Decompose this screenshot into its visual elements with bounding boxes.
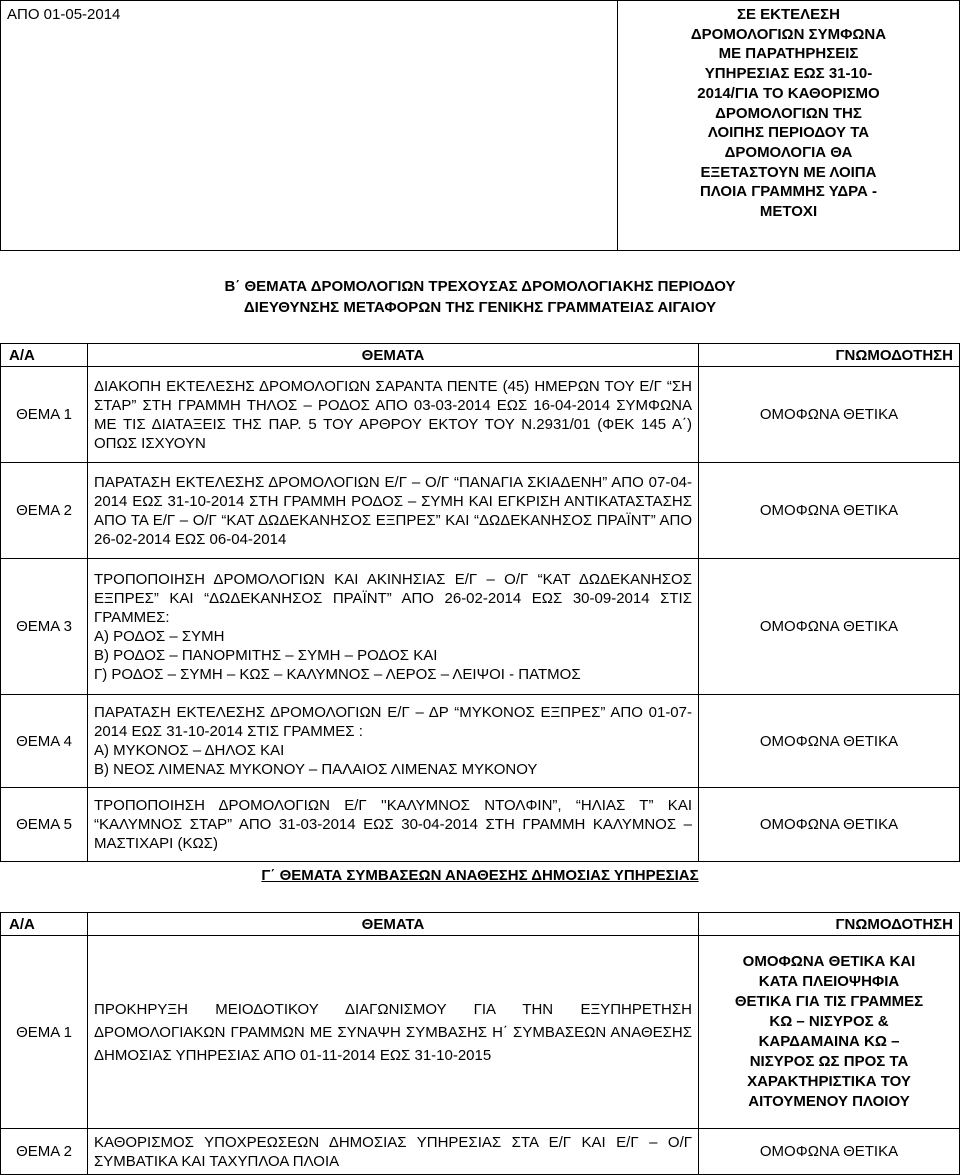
row-text-line: Β) ΝΕΟΣ ΛΙΜΕΝΑΣ ΜΥΚΟΝΟΥ – ΠΑΛΑΙΟΣ ΛΙΜΕΝΑΣ ΜΥΚΟΝΟΥ (94, 761, 538, 778)
row-opinion: ΟΜΟΦΩΝΑ ΘΕΤΙΚΑ (699, 1129, 960, 1175)
row-text: ΚΑΘΟΡΙΣΜΟΣ ΥΠΟΧΡΕΩΣΕΩΝ ΔΗΜΟΣΙΑΣ ΥΠΗΡΕΣΙΑΣ ΣΤΑ Ε/Γ ΚΑΙ Ε/Γ – Ο/Γ ΣΥΜΒΑΤΙΚΑ ΚΑΙ ΤΑΧΥΠΛΟΑ ΠΛΟΙΑ (88, 1129, 699, 1175)
row-text (88, 559, 699, 695)
status-line: ΛΟΙΠΗΣ ΠΕΡΙΟΔΟΥ ΤΑ (707, 124, 870, 142)
status-line: ΔΡΟΜΟΛΟΓΙΩΝ ΤΗΣ (715, 104, 862, 122)
section-b-table (0, 343, 960, 862)
section-c-title-text: Γ΄ ΘΕΜΑΤΑ ΣΥΜΒΑΣΕΩΝ ΑΝΑΘΕΣΗΣ ΔΗΜΟΣΙΑΣ ΥΠΗΡΕΣΙΑΣ (261, 867, 699, 884)
opinion-line: ΑΙΤΟΥΜΕΝΟΥ ΠΛΟΙΟΥ (748, 1093, 910, 1110)
section-b-title-line1: Β΄ ΘΕΜΑΤΑ ΔΡΟΜΟΛΟΓΙΩΝ ΤΡΕΧΟΥΣΑΣ ΔΡΟΜΟΛΟΓΙΑΚΗΣ ΠΕΡΙΟΔΟΥ (224, 278, 736, 295)
table-row (1, 1129, 960, 1175)
status-line: ΕΞΕΤΑΣΤΟΥΝ ΜΕ ΛΟΙΠΑ (700, 163, 877, 181)
table-row (1, 367, 960, 463)
row-text-line: Γ) ΡΟΔΟΣ – ΣΥΜΗ – ΚΩΣ – ΚΑΛΥΜΝΟΣ – ΛΕΡΟΣ – ΛΕΙΨΟΙ - ΠΑΤΜΟΣ (94, 665, 581, 683)
column-header-aa: Α/Α (1, 344, 88, 367)
section-c-table (0, 912, 960, 1175)
row-opinion (699, 936, 960, 1129)
row-opinion: ΟΜΟΦΩΝΑ ΘΕΤΙΚΑ (699, 367, 960, 463)
row-id: ΘΕΜΑ 2 (1, 1129, 88, 1175)
row-id: ΘΕΜΑ 1 (1, 936, 88, 1129)
status-line: 2014/ΓΙΑ ΤΟ ΚΑΘΟΡΙΣΜΟ (697, 84, 880, 102)
opinion-line: ΚΑΤΑ ΠΛΕΙΟΨΗΦΙΑ (758, 973, 900, 990)
status-line: ΠΛΟΙΑ ΓΡΑΜΜΗΣ ΥΔΡΑ - (699, 183, 878, 201)
table-row (1, 559, 960, 695)
row-text: ΠΑΡΑΤΑΣΗ ΕΚΤΕΛΕΣΗΣ ΔΡΟΜΟΛΟΓΙΩΝ Ε/Γ – Ο/Γ “ΠΑΝΑΓΙΑ ΣΚΙΑΔΕΝΗ” ΑΠΟ 07-04-2014 ΕΩΣ 31-10-2014 ΣΤΗ ΓΡΑΜΜΗ ΡΟΔΟΣ – ΣΥΜΗ ΚΑΙ ΕΓΚΡΙΣΗ ΑΝΤΙΚΑΤΑΣΤΑΣΗΣ ΑΠΟ ΤΑ Ε/Γ – Ο/Γ “ΚΑΤ ΔΩΔΕΚΑΝΗΣΟΣ ΕΞΠΡΕΣ” ΚΑΙ “ΔΩΔΕΚΑΝΗΣΟΣ ΠΡΑΪΝΤ” ΑΠΟ 26-02-2014 ΕΩΣ 06-04-2014 (88, 463, 699, 559)
row-id: ΘΕΜΑ 4 (1, 695, 88, 788)
column-header-opinion: ΓΝΩΜΟΔΟΤΗΣΗ (699, 344, 960, 367)
table-header-row (1, 913, 960, 936)
table-row (1, 463, 960, 559)
row-text-line: ΠΑΡΑΤΑΣΗ ΕΚΤΕΛΕΣΗΣ ΔΡΟΜΟΛΟΓΙΩΝ Ε/Γ – ΔΡ “ΜΥΚΟΝΟΣ ΕΞΠΡΕΣ” ΑΠΟ 01-07-2014 ΕΩΣ 31-10-2014 ΣΤΙΣ ΓΡΑΜΜΕΣ : (94, 704, 692, 740)
row-id: ΘΕΜΑ 3 (1, 559, 88, 695)
header-date: ΑΠΟ 01-05-2014 (1, 1, 618, 251)
row-text-line: Α) ΡΟΔΟΣ – ΣΥΜΗ (94, 627, 225, 645)
column-header-aa: Α/Α (1, 913, 88, 936)
table-row (1, 936, 960, 1129)
opinion-line: ΘΕΤΙΚΑ ΓΙΑ ΤΙΣ ΓΡΑΜΜΕΣ (734, 993, 924, 1010)
status-line: ΔΡΟΜΟΛΟΓΙΑ ΘΑ (724, 143, 853, 161)
row-text: ΠΡΟΚΗΡΥΞΗ ΜΕΙΟΔΟΤΙΚΟΥ ΔΙΑΓΩΝΙΣΜΟΥ ΓΙΑ ΤΗΝ ΕΞΥΠΗΡΕΤΗΣΗ ΔΡΟΜΟΛΟΓΙΑΚΩΝ ΓΡΑΜΜΩΝ ΜΕ ΣΥΝΑΨΗ ΣΥΜΒΑΣΗΣ Η΄ ΣΥΜΒΑΣΕΩΝ ΑΝΑΘΕΣΗΣ ΔΗΜΟΣΙΑΣ ΥΠΗΡΕΣΙΑΣ ΑΠΟ 01-11-2014 ΕΩΣ 31-10-2015 (88, 936, 699, 1129)
row-text-line: Α) ΜΥΚΟΝΟΣ – ΔΗΛΟΣ ΚΑΙ (94, 742, 285, 759)
section-c-title (0, 865, 960, 886)
row-text: ΔΙΑΚΟΠΗ ΕΚΤΕΛΕΣΗΣ ΔΡΟΜΟΛΟΓΙΩΝ ΣΑΡΑΝΤΑ ΠΕΝΤΕ (45) ΗΜΕΡΩΝ ΤΟΥ Ε/Γ “ΣΗ ΣΤΑΡ” ΣΤΗ ΓΡΑΜΜΗ ΤΗΛΟΣ – ΡΟΔΟΣ ΑΠΟ 03-03-2014 ΕΩΣ 16-04-2014 ΣΥΜΦΩΝΑ ΜΕ ΤΙΣ ΔΙΑΤΑΞΕΙΣ ΤΗΣ ΠΑΡ. 5 ΤΟΥ ΑΡΘΡΟΥ ΕΚΤΟΥ ΤΟΥ Ν.2931/01 (ΦΕΚ 145 Α΄) ΟΠΩΣ ΙΣΧΥΟΥΝ (88, 367, 699, 463)
row-text-line: ΤΡΟΠΟΠΟΙΗΣΗ ΔΡΟΜΟΛΟΓΙΩΝ ΚΑΙ ΑΚΙΝΗΣΙΑΣ Ε/Γ – Ο/Γ “ΚΑΤ ΔΩΔΕΚΑΝΗΣΟΣ ΕΞΠΡΕΣ” ΚΑΙ “ΔΩΔΕΚΑΝΗΣΟΣ ΠΡΑΪΝΤ” ΑΠΟ 26-02-2014 ΕΩΣ 30-09-2014 ΣΤΙΣ ΓΡΑΜΜΕΣ: (94, 570, 692, 626)
status-line: ΜΕΤΟΧΙ (759, 203, 818, 221)
opinion-line: ΟΜΟΦΩΝΑ ΘΕΤΙΚΑ ΚΑΙ (742, 953, 916, 970)
status-line: ΣΕ ΕΚΤΕΛΕΣΗ (736, 6, 841, 23)
row-text-line: Β) ΡΟΔΟΣ – ΠΑΝΟΡΜΙΤΗΣ – ΣΥΜΗ – ΡΟΔΟΣ ΚΑΙ (94, 646, 438, 664)
header-status (618, 1, 960, 251)
opinion-line: ΚΩ – ΝΙΣΥΡΟΣ & (769, 1013, 889, 1030)
row-id: ΘΕΜΑ 1 (1, 367, 88, 463)
status-line: ΥΠΗΡΕΣΙΑΣ ΕΩΣ 31-10- (704, 65, 873, 83)
table-row (1, 788, 960, 862)
header-table (0, 0, 960, 251)
opinion-line: ΧΑΡΑΚΤΗΡΙΣΤΙΚΑ ΤΟΥ (747, 1073, 911, 1090)
status-line: ΜΕ ΠΑΡΑΤΗΡΗΣΕΙΣ (718, 45, 859, 63)
section-b-title-line2: ΔΙΕΥΘΥΝΣΗΣ ΜΕΤΑΦΟΡΩΝ ΤΗΣ ΓΕΝΙΚΗΣ ΓΡΑΜΜΑΤΕΙΑΣ ΑΙΓΑΙΟΥ (243, 299, 717, 316)
opinion-line: ΝΙΣΥΡΟΣ ΩΣ ΠΡΟΣ ΤΑ (749, 1053, 909, 1070)
table-header-row (1, 344, 960, 367)
row-text (88, 695, 699, 788)
column-header-topics: ΘΕΜΑΤΑ (88, 344, 699, 367)
row-id: ΘΕΜΑ 5 (1, 788, 88, 862)
table-row (1, 695, 960, 788)
row-opinion: ΟΜΟΦΩΝΑ ΘΕΤΙΚΑ (699, 788, 960, 862)
column-header-topics: ΘΕΜΑΤΑ (88, 913, 699, 936)
row-text: ΤΡΟΠΟΠΟΙΗΣΗ ΔΡΟΜΟΛΟΓΙΩΝ Ε/Γ ''ΚΑΛΥΜΝΟΣ ΝΤΟΛΦΙΝ”, “ΗΛΙΑΣ Τ” ΚΑΙ “ΚΑΛΥΜΝΟΣ ΣΤΑΡ” ΑΠΟ 31-03-2014 ΕΩΣ 30-04-2014 ΣΤΗ ΓΡΑΜΜΗ ΚΑΛΥΜΝΟΣ – ΜΑΣΤΙΧΑΡΙ (ΚΩΣ) (88, 788, 699, 862)
opinion-line: ΚΑΡΔΑΜΑΙΝΑ ΚΩ – (758, 1033, 900, 1050)
row-opinion: ΟΜΟΦΩΝΑ ΘΕΤΙΚΑ (699, 559, 960, 695)
row-opinion: ΟΜΟΦΩΝΑ ΘΕΤΙΚΑ (699, 463, 960, 559)
row-opinion: ΟΜΟΦΩΝΑ ΘΕΤΙΚΑ (699, 695, 960, 788)
section-b-title (0, 276, 960, 318)
status-line: ΔΡΟΜΟΛΟΓΙΩΝ ΣΥΜΦΩΝΑ (690, 25, 887, 43)
column-header-opinion: ΓΝΩΜΟΔΟΤΗΣΗ (699, 913, 960, 936)
row-id: ΘΕΜΑ 2 (1, 463, 88, 559)
